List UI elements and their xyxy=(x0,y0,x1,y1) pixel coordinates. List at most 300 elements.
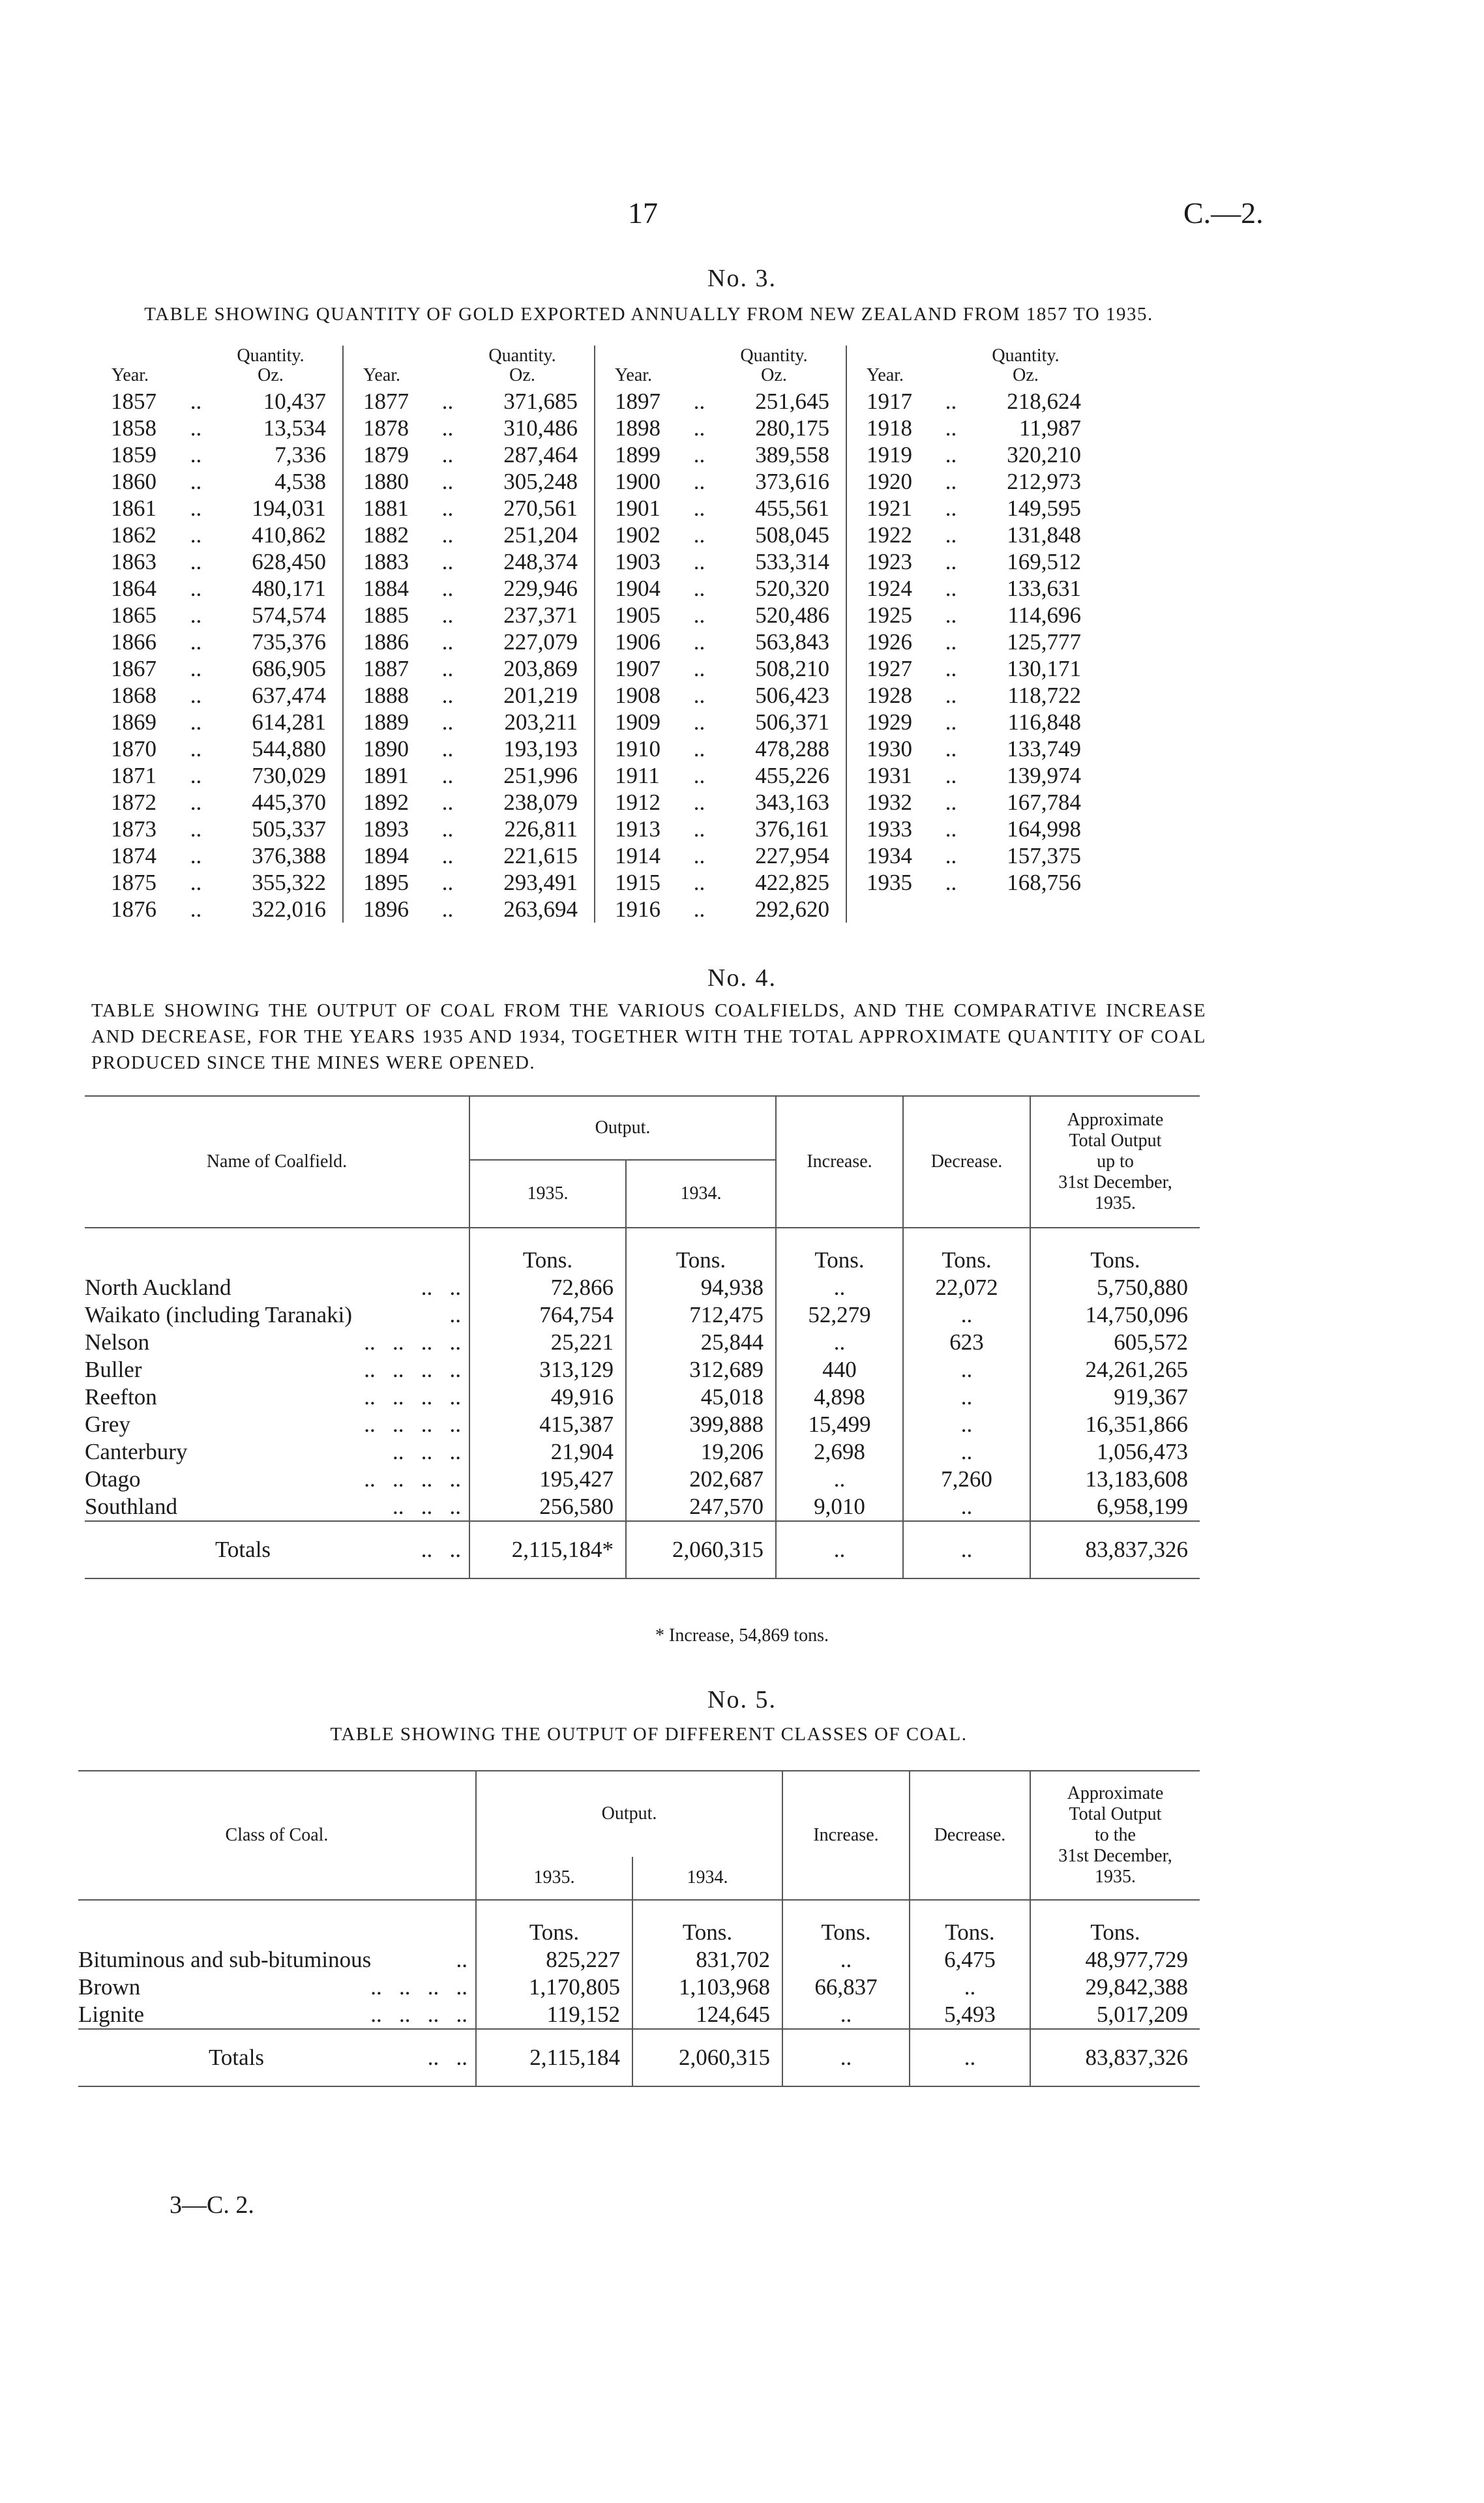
leader-dots: .. xyxy=(693,656,705,681)
table-row xyxy=(78,1946,1200,1974)
decrease-cell: 623 xyxy=(903,1329,1030,1356)
year-cell: 1928 xyxy=(867,683,912,708)
leader-dots: .. .. xyxy=(427,2045,467,2070)
table-row xyxy=(111,415,1097,441)
decrease-cell: .. xyxy=(903,1301,1030,1329)
increase-cell: .. xyxy=(776,1274,903,1301)
quantity-cell: 139,974 xyxy=(1007,763,1081,788)
year-cell: 1916 xyxy=(615,896,660,922)
table-row xyxy=(111,655,1097,682)
quantity-cell: 221,615 xyxy=(466,842,595,869)
leader-dots: .. xyxy=(945,522,957,548)
units-cell: Tons. xyxy=(476,1900,632,1946)
leader-dots: .. xyxy=(441,496,454,521)
year-cell: 1870 xyxy=(111,736,156,762)
units-cell: Tons. xyxy=(632,1900,782,1946)
quantity-cell: 226,811 xyxy=(466,816,595,842)
year-cell: 1922 xyxy=(867,522,912,548)
quantity-cell: 376,388 xyxy=(215,842,343,869)
output-1935-cell: 25,221 xyxy=(469,1329,626,1356)
quantity-cell: 322,016 xyxy=(215,896,343,923)
year-cell: 1877 xyxy=(363,389,409,414)
leader-dots: .. xyxy=(945,763,957,788)
output-1935-cell: 313,129 xyxy=(469,1356,626,1384)
quantity-cell: 478,288 xyxy=(718,735,846,762)
quantity-cell: 212,973 xyxy=(1007,469,1081,494)
leader-dots: .. xyxy=(190,656,202,681)
leader-dots: .. xyxy=(190,763,202,788)
table-row xyxy=(111,682,1097,709)
quantity-cell: 270,561 xyxy=(466,495,595,522)
row-label-cell xyxy=(85,1274,469,1301)
row-label-cell xyxy=(78,1974,476,2001)
year-cell: 1917 xyxy=(867,389,912,414)
units-row xyxy=(78,1900,1200,1946)
leader-dots: .. xyxy=(441,602,454,628)
table-row xyxy=(78,1974,1200,2001)
year-cell: 1923 xyxy=(867,549,912,574)
leader-dots: .. xyxy=(190,522,202,548)
increase-cell: .. xyxy=(782,2001,910,2029)
year-cell: 1879 xyxy=(363,442,409,467)
row-label-cell xyxy=(85,1329,469,1356)
year-cell: 1865 xyxy=(111,602,156,628)
table5-number: No. 5. xyxy=(707,1686,777,1713)
year-cell: 1869 xyxy=(111,709,156,735)
coal-name: Southland xyxy=(85,1494,177,1519)
table3-caption: TABLE SHOWING QUANTITY OF GOLD EXPORTED ANNUALLY FROM NEW ZEALAND FROM 1857 TO 1935. xyxy=(144,304,1153,325)
col-quantity: Quantity. Oz. xyxy=(466,346,595,388)
quantity-cell: 686,905 xyxy=(215,655,343,682)
quantity-cell: 218,624 xyxy=(1007,389,1081,414)
year-cell: 1902 xyxy=(615,522,660,548)
leader-dots: .. xyxy=(190,576,202,601)
leader-dots: .. xyxy=(945,496,957,521)
output-1935-cell: 21,904 xyxy=(469,1438,626,1466)
year-cell xyxy=(846,896,932,923)
col-output: Output. xyxy=(469,1096,776,1160)
leader-dots: .. xyxy=(693,870,705,895)
leader-dots: .. xyxy=(441,763,454,788)
quantity-cell: 167,784 xyxy=(1007,790,1081,815)
leader-dots: .. xyxy=(693,896,705,922)
quantity-cell: 116,848 xyxy=(1007,709,1081,735)
col-year: Year. xyxy=(111,365,149,385)
quantity-cell: 410,862 xyxy=(215,522,343,548)
leader-dots: .. xyxy=(441,629,454,655)
quantity-cell: 130,171 xyxy=(1007,656,1081,681)
quantity-cell: 376,161 xyxy=(718,816,846,842)
year-cell: 1895 xyxy=(363,870,409,895)
col-1934: 1934. xyxy=(626,1160,776,1228)
totals-row xyxy=(78,2029,1200,2086)
quantity-cell: 508,210 xyxy=(718,655,846,682)
year-cell: 1920 xyxy=(867,469,912,494)
leader-dots: .. xyxy=(945,549,957,574)
leader-dots: .. xyxy=(945,576,957,601)
leader-dots: .. xyxy=(190,790,202,815)
table-row xyxy=(78,2001,1200,2029)
year-cell: 1862 xyxy=(111,522,156,548)
quantity-cell: 193,193 xyxy=(466,735,595,762)
quantity-cell: 422,825 xyxy=(718,869,846,896)
year-cell: 1860 xyxy=(111,469,156,494)
year-cell: 1871 xyxy=(111,763,156,788)
year-cell: 1899 xyxy=(615,442,660,467)
total-output-cell: 24,261,265 xyxy=(1030,1356,1200,1384)
units-cell: Tons. xyxy=(469,1228,626,1274)
output-1935-cell: 764,754 xyxy=(469,1301,626,1329)
increase-cell: 4,898 xyxy=(776,1384,903,1411)
row-label-cell xyxy=(78,1946,476,1974)
year-cell: 1918 xyxy=(867,415,912,441)
leader-dots: .. xyxy=(456,1947,467,1972)
leader-dots: .. .. .. xyxy=(393,1439,461,1464)
leader-dots: .. xyxy=(945,683,957,708)
total-output-cell: 5,017,209 xyxy=(1030,2001,1200,2029)
output-1934-cell: 25,844 xyxy=(626,1329,776,1356)
increase-cell: .. xyxy=(782,1946,910,1974)
leader-dots: .. xyxy=(945,389,957,414)
leader-dots: .. xyxy=(441,896,454,922)
increase-cell: 2,698 xyxy=(776,1438,903,1466)
col-coal-class: Class of Coal. xyxy=(225,1825,329,1845)
decrease-cell: .. xyxy=(903,1493,1030,1521)
col-quantity: Quantity. Oz. xyxy=(718,346,846,388)
leader-dots: .. xyxy=(190,602,202,628)
row-label-cell xyxy=(85,1301,469,1329)
year-cell: 1934 xyxy=(867,843,912,868)
quantity-cell: 169,512 xyxy=(1007,549,1081,574)
year-cell: 1891 xyxy=(363,763,409,788)
leader-dots: .. xyxy=(190,629,202,655)
leader-dots: .. xyxy=(693,602,705,628)
leader-dots: .. xyxy=(441,683,454,708)
row-label-cell xyxy=(85,1356,469,1384)
year-cell: 1909 xyxy=(615,709,660,735)
increase-cell: 15,499 xyxy=(776,1411,903,1438)
quantity-cell: 201,219 xyxy=(466,682,595,709)
decrease-cell: .. xyxy=(903,1384,1030,1411)
col-year: Year. xyxy=(363,365,401,385)
year-cell: 1889 xyxy=(363,709,409,735)
quantity-cell xyxy=(970,896,1097,923)
decrease-cell: .. xyxy=(903,1411,1030,1438)
total-output-cell: 13,183,608 xyxy=(1030,1466,1200,1493)
quantity-cell: 533,314 xyxy=(718,548,846,575)
bottom-rule xyxy=(78,2086,1200,2107)
leader-dots: .. .. xyxy=(421,1275,461,1300)
quantity-cell: 203,869 xyxy=(466,655,595,682)
output-1935-cell: 195,427 xyxy=(469,1466,626,1493)
quantity-cell: 508,045 xyxy=(718,522,846,548)
table-row xyxy=(111,842,1097,869)
leader-dots: .. xyxy=(441,442,454,467)
leader-dots: .. xyxy=(693,790,705,815)
year-cell: 1927 xyxy=(867,656,912,681)
row-label-cell xyxy=(85,1384,469,1411)
quantity-cell: 305,248 xyxy=(466,468,595,495)
coal-name: Bituminous and sub-bituminous xyxy=(78,1947,372,1972)
year-cell: 1933 xyxy=(867,816,912,842)
quantity-cell: 251,645 xyxy=(718,388,846,415)
leader-dots: .. xyxy=(441,576,454,601)
quantity-cell: 574,574 xyxy=(215,602,343,629)
table-row xyxy=(111,575,1097,602)
units-spacer xyxy=(85,1228,469,1274)
bottom-rule-cell xyxy=(78,2086,1200,2107)
leader-dots: .. xyxy=(190,896,202,922)
col-total-output: Approximate Total Output to the 31st December, 1935. xyxy=(1030,1771,1200,1900)
leader-dots: .. .. .. .. xyxy=(364,1412,461,1437)
coal-name: Waikato (including Taranaki) xyxy=(85,1302,353,1327)
quantity-cell: 227,954 xyxy=(718,842,846,869)
table-row xyxy=(85,1384,1200,1411)
year-cell: 1931 xyxy=(867,763,912,788)
leader-dots: .. xyxy=(693,629,705,655)
total-output-cell: 919,367 xyxy=(1030,1384,1200,1411)
total-output-cell: 16,351,866 xyxy=(1030,1411,1200,1438)
quantity-cell: 371,685 xyxy=(466,388,595,415)
table-row xyxy=(111,441,1097,468)
col-year: Year. xyxy=(615,365,653,385)
year-cell: 1919 xyxy=(867,442,912,467)
year-cell: 1883 xyxy=(363,549,409,574)
footer-signature: 3—C. 2. xyxy=(170,2191,254,2219)
leader-dots: .. xyxy=(945,790,957,815)
table-header-row xyxy=(111,346,1097,388)
table-row xyxy=(111,602,1097,629)
leader-dots: .. xyxy=(190,709,202,735)
table-row xyxy=(111,789,1097,816)
quantity-cell: 520,486 xyxy=(718,602,846,629)
output-1934-cell: 247,570 xyxy=(626,1493,776,1521)
quantity-cell: 614,281 xyxy=(215,709,343,735)
output-1935-cell: 415,387 xyxy=(469,1411,626,1438)
leader-dots: .. xyxy=(945,816,957,842)
quantity-cell: 735,376 xyxy=(215,629,343,655)
year-cell: 1875 xyxy=(111,870,156,895)
leader-dots: .. xyxy=(441,843,454,868)
units-cell: Tons. xyxy=(782,1900,910,1946)
leader-dots: .. xyxy=(945,870,957,895)
quantity-cell: 194,031 xyxy=(215,495,343,522)
table-row xyxy=(85,1411,1200,1438)
totals-row xyxy=(85,1521,1200,1578)
year-cell: 1910 xyxy=(615,736,660,762)
year-cell: 1907 xyxy=(615,656,660,681)
total-increase-cell: .. xyxy=(782,2029,910,2086)
total-output-cell: 6,958,199 xyxy=(1030,1493,1200,1521)
leader-dots: .. xyxy=(945,629,957,655)
total-1935-cell: 2,115,184* xyxy=(469,1521,626,1578)
leader-dots: .. xyxy=(441,816,454,842)
quantity-cell: 13,534 xyxy=(215,415,343,441)
year-cell: 1885 xyxy=(363,602,409,628)
leader-dots: .. .. .. .. xyxy=(370,1974,467,2000)
year-cell: 1863 xyxy=(111,549,156,574)
quantity-cell: 203,211 xyxy=(466,709,595,735)
year-cell: 1857 xyxy=(111,389,156,414)
table3-number: No. 3. xyxy=(707,265,777,292)
quantity-cell: 506,371 xyxy=(718,709,846,735)
coalfield-output-table xyxy=(85,1095,1200,1599)
table4-footnote: * Increase, 54,869 tons. xyxy=(655,1625,829,1646)
coal-name: Otago xyxy=(85,1466,141,1492)
year-cell: 1913 xyxy=(615,816,660,842)
totals-label-cell xyxy=(78,2029,476,2086)
quantity-cell: 118,722 xyxy=(1007,683,1081,708)
leader-dots: .. xyxy=(693,709,705,735)
year-cell: 1874 xyxy=(111,843,156,868)
col-coalfield-name: Name of Coalfield. xyxy=(206,1151,348,1172)
leader-dots: .. xyxy=(190,870,202,895)
quantity-cell: 505,337 xyxy=(215,816,343,842)
year-cell: 1897 xyxy=(615,389,660,414)
output-1935-cell: 1,170,805 xyxy=(476,1974,632,2001)
col-quantity: Quantity. Oz. xyxy=(992,346,1060,385)
increase-cell: 9,010 xyxy=(776,1493,903,1521)
output-1934-cell: 312,689 xyxy=(626,1356,776,1384)
year-cell: 1896 xyxy=(363,896,409,922)
leader-dots: .. xyxy=(190,389,202,414)
coal-name: Lignite xyxy=(78,2002,145,2027)
year-cell: 1894 xyxy=(363,843,409,868)
year-cell: 1882 xyxy=(363,522,409,548)
quantity-cell: 520,320 xyxy=(718,575,846,602)
quantity-cell: 320,210 xyxy=(1007,442,1081,467)
leader-dots: .. xyxy=(693,763,705,788)
totals-label-cell xyxy=(85,1521,469,1578)
output-1935-cell: 72,866 xyxy=(469,1274,626,1301)
year-cell: 1893 xyxy=(363,816,409,842)
col-1934: 1934. xyxy=(632,1857,782,1900)
year-cell: 1873 xyxy=(111,816,156,842)
totals-label: Totals xyxy=(215,1537,271,1562)
leader-dots: .. xyxy=(945,469,957,494)
total-increase-cell: .. xyxy=(776,1521,903,1578)
coal-name: North Auckland xyxy=(85,1275,231,1300)
col-year: Year. xyxy=(867,365,904,385)
year-cell: 1932 xyxy=(867,790,912,815)
year-cell: 1876 xyxy=(111,896,156,922)
quantity-cell: 149,595 xyxy=(1007,496,1081,521)
quantity-cell: 114,696 xyxy=(1007,602,1081,628)
leader-dots: .. xyxy=(190,549,202,574)
year-cell: 1901 xyxy=(615,496,660,521)
leader-dots: .. xyxy=(693,522,705,548)
increase-cell: 52,279 xyxy=(776,1301,903,1329)
leader-dots: .. xyxy=(190,496,202,521)
quantity-cell: 293,491 xyxy=(466,869,595,896)
year-cell: 1868 xyxy=(111,683,156,708)
table-row xyxy=(111,709,1097,735)
leader-dots: .. xyxy=(190,442,202,467)
year-cell: 1867 xyxy=(111,656,156,681)
output-1934-cell: 202,687 xyxy=(626,1466,776,1493)
col-decrease: Decrease. xyxy=(910,1771,1030,1900)
quantity-cell: 445,370 xyxy=(215,789,343,816)
page-number: 17 xyxy=(628,196,658,230)
quantity-cell: 287,464 xyxy=(466,441,595,468)
table-row xyxy=(111,816,1097,842)
row-label-cell xyxy=(78,2001,476,2029)
leader-dots: .. xyxy=(945,736,957,762)
year-cell: 1900 xyxy=(615,469,660,494)
year-cell: 1924 xyxy=(867,576,912,601)
table-row xyxy=(111,495,1097,522)
leader-dots: .. xyxy=(693,389,705,414)
year-cell: 1905 xyxy=(615,602,660,628)
leader-dots: .. xyxy=(693,415,705,441)
table-row xyxy=(85,1466,1200,1493)
quantity-cell: 168,756 xyxy=(1007,870,1081,895)
leader-dots: .. .. .. .. xyxy=(370,2002,467,2027)
year-cell: 1935 xyxy=(867,870,912,895)
quantity-cell: 7,336 xyxy=(215,441,343,468)
table-row xyxy=(111,522,1097,548)
quantity-cell: 164,998 xyxy=(1007,816,1081,842)
leader-dots: .. xyxy=(441,469,454,494)
output-1934-cell: 45,018 xyxy=(626,1384,776,1411)
coal-name: Buller xyxy=(85,1357,142,1382)
leader-dots: .. .. .. .. xyxy=(364,1329,461,1355)
leader-dots: .. xyxy=(693,442,705,467)
year-cell: 1925 xyxy=(867,602,912,628)
year-cell: 1881 xyxy=(363,496,409,521)
increase-cell: .. xyxy=(776,1466,903,1493)
coal-name: Reefton xyxy=(85,1384,157,1410)
table-row xyxy=(111,468,1097,495)
total-output-cell: 14,750,096 xyxy=(1030,1301,1200,1329)
totals-label: Totals xyxy=(209,2045,265,2070)
year-cell: 1911 xyxy=(615,763,660,788)
quantity-cell: 157,375 xyxy=(1007,843,1081,868)
output-1934-cell: 399,888 xyxy=(626,1411,776,1438)
year-cell: 1887 xyxy=(363,656,409,681)
col-1935: 1935. xyxy=(476,1857,632,1900)
table-row xyxy=(85,1493,1200,1521)
year-cell: 1929 xyxy=(867,709,912,735)
year-cell: 1908 xyxy=(615,683,660,708)
coal-name: Grey xyxy=(85,1412,130,1437)
increase-cell: 440 xyxy=(776,1356,903,1384)
leader-dots: .. .. .. .. xyxy=(364,1384,461,1410)
year-cell: 1872 xyxy=(111,790,156,815)
table4-number: No. 4. xyxy=(707,964,777,992)
leader-dots: .. xyxy=(441,656,454,681)
table-row xyxy=(111,548,1097,575)
quantity-cell: 263,694 xyxy=(466,896,595,923)
bottom-rule xyxy=(85,1578,1200,1599)
quantity-cell: 506,423 xyxy=(718,682,846,709)
table4-caption: TABLE SHOWING THE OUTPUT OF COAL FROM THE VARIOUS COALFIELDS, AND THE COMPARATIVE INCREASE AND DECREASE, FOR THE YEARS 1935 AND 1934, TOGETHER WITH THE TOTAL APPROXIMATE QUANTITY OF COAL PRODUCED SINCE THE MINES WERE OPENED. xyxy=(91,1000,1206,1073)
quantity-cell: 133,749 xyxy=(1007,736,1081,762)
total-1934-cell: 2,060,315 xyxy=(626,1521,776,1578)
quantity-cell: 637,474 xyxy=(215,682,343,709)
year-cell: 1886 xyxy=(363,629,409,655)
gold-export-table xyxy=(111,346,1097,923)
units-cell: Tons. xyxy=(1030,1228,1200,1274)
col-output: Output. xyxy=(476,1771,782,1857)
output-1934-cell: 19,206 xyxy=(626,1438,776,1466)
table5-caption: TABLE SHOWING THE OUTPUT OF DIFFERENT CLASSES OF COAL. xyxy=(330,1724,968,1745)
quantity-cell: 237,371 xyxy=(466,602,595,629)
output-1934-cell: 1,103,968 xyxy=(632,1974,782,2001)
quantity-cell: 10,437 xyxy=(215,388,343,415)
quantity-cell: 251,204 xyxy=(466,522,595,548)
quantity-cell: 125,777 xyxy=(1007,629,1081,655)
